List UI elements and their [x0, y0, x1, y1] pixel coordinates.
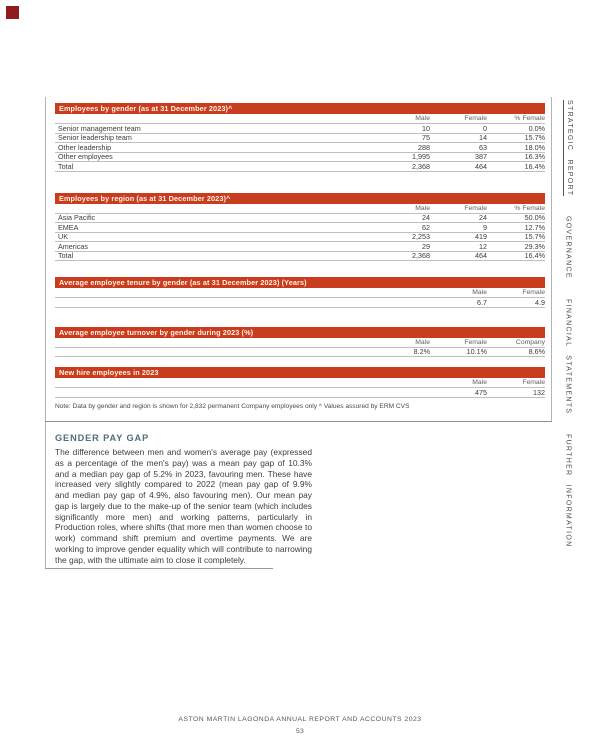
cell-value: 10.1%: [466, 347, 487, 357]
frame-line-right: [551, 97, 552, 422]
cell-value: 15.7%: [524, 232, 545, 242]
row-label: Total: [58, 251, 74, 261]
table-row: [55, 298, 545, 308]
cell-value: 29: [422, 241, 430, 251]
cell-value: 8.6%: [528, 347, 545, 357]
row-label: EMEA: [58, 222, 79, 232]
column-header: Female: [464, 204, 487, 212]
table-title-bar: Employees by region (as at 31 December 2023)^: [55, 193, 545, 204]
column-header: Female: [464, 115, 487, 122]
cell-value: 387: [475, 152, 487, 162]
gender-pay-gap-section: [55, 433, 312, 565]
cell-value: 4.9: [535, 297, 545, 307]
column-header: Female: [464, 338, 487, 346]
column-header: Male: [472, 289, 487, 296]
column-header: Female: [522, 289, 545, 296]
data-table: [55, 103, 545, 172]
table-row: [55, 214, 545, 224]
cell-value: 6.7: [477, 297, 487, 307]
table-column-header-row: [55, 338, 545, 348]
column-header: Male: [472, 379, 487, 386]
table-column-header-row: [55, 288, 545, 298]
table-row: [55, 124, 545, 134]
cell-value: 24: [479, 213, 487, 223]
column-header: % Female: [514, 204, 545, 212]
cell-value: 419: [475, 232, 487, 242]
table-row: [55, 162, 545, 172]
table-column-header-row: [55, 114, 545, 124]
cell-value: 0.0%: [528, 123, 545, 133]
cell-value: 29.3%: [524, 241, 545, 251]
corner-color-patch: [6, 6, 19, 19]
cell-value: 16.4%: [524, 161, 545, 171]
cell-value: 16.3%: [524, 152, 545, 162]
column-header: Company: [515, 338, 545, 346]
side-tab-governance[interactable]: GOVERNANCE: [564, 216, 572, 280]
table-title-bar: Employees by gender (as at 31 December 2023)^: [55, 103, 545, 114]
cell-value: 62: [422, 222, 430, 232]
cell-value: 464: [475, 161, 487, 171]
row-label: Other employees: [58, 152, 113, 162]
cell-value: 9: [483, 222, 487, 232]
cell-value: 2,368: [412, 161, 430, 171]
cell-value: 2,368: [412, 251, 430, 261]
cell-value: 464: [475, 251, 487, 261]
table-column-header-row: [55, 378, 545, 388]
cell-value: 14: [479, 133, 487, 143]
data-table: [55, 367, 545, 398]
footer-page-number: 53: [296, 728, 304, 735]
side-tab-strategic-report[interactable]: STRATEGIC REPORT: [563, 100, 573, 196]
cell-value: 16.4%: [524, 251, 545, 261]
cell-value: 75: [422, 133, 430, 143]
section-bottom-rule: [45, 568, 273, 569]
side-tab-financial-statements[interactable]: FINANCIAL STATEMENTS: [564, 299, 572, 415]
section-heading: GENDER PAY GAP: [55, 433, 150, 443]
table-column-header-row: [55, 204, 545, 214]
column-header: % Female: [514, 115, 545, 122]
frame-line-left: [45, 97, 46, 569]
cell-value: 12.7%: [524, 222, 545, 232]
cell-value: 8.2%: [413, 347, 430, 357]
tables-container: [55, 103, 545, 398]
row-label: Senior leadership team: [58, 133, 132, 143]
table-row: [55, 252, 545, 262]
cell-value: 475: [475, 387, 487, 397]
row-label: UK: [58, 232, 68, 242]
table-title-bar: Average employee tenure by gender (as at 31 December 2023) (Years): [55, 277, 545, 288]
cell-value: 18.0%: [524, 142, 545, 152]
data-table: [55, 277, 545, 308]
table-row: [55, 242, 545, 252]
row-label: Senior management team: [58, 123, 141, 133]
cell-value: 12: [479, 241, 487, 251]
cell-value: 50.0%: [524, 213, 545, 223]
cell-value: 288: [418, 142, 430, 152]
table-row: [55, 134, 545, 144]
footer-report-title: ASTON MARTIN LAGONDA ANNUAL REPORT AND ACCOUNTS 2023: [178, 716, 422, 723]
cell-value: 24: [422, 213, 430, 223]
column-header: Male: [415, 115, 430, 122]
cell-value: 2,253: [412, 232, 430, 242]
table-row: [55, 388, 545, 398]
column-header: Male: [415, 204, 430, 212]
section-body-text: The difference between men and women's average pay (expressed as a percentage of the men's pay) was a mean pay gap of 10.3% and a median pay gap of 5.2% in 2023, favouring men. These have increased very slightly compared to 2022 (mean pay gap of 9.9% and median pay gap of 4.9%, also favouring men). Our mean pay gap is largely due to the make-up of the senior team (which includes significantly more men) and working patterns, particularly in Production roles, where shifts (that more men than women choose to work) command shift premium and overtime payments. We are working to improve gender equality which will contribute to narrowing the gap, with the ultimate aim to close it completely.: [55, 447, 312, 565]
row-label: Total: [58, 161, 74, 171]
table-row: [55, 153, 545, 163]
data-table: [55, 193, 545, 262]
table-title-bar: Average employee turnover by gender during 2023 (%): [55, 327, 545, 338]
cell-value: 10: [422, 123, 430, 133]
side-tab-further-information[interactable]: FURTHER INFORMATION: [564, 434, 572, 548]
page-footer: [55, 716, 545, 735]
table-footnote: Note: Data by gender and region is shown for 2,832 permanent Company employees only ^ Values assured by ERM CVS: [55, 403, 410, 410]
row-label: Other leadership: [58, 142, 112, 152]
table-row: [55, 348, 545, 358]
table-title-bar: New hire employees in 2023: [55, 367, 545, 378]
row-label: Americas: [58, 241, 88, 251]
side-nav: [563, 100, 573, 548]
cell-value: 1,995: [412, 152, 430, 162]
column-header: Female: [522, 379, 545, 386]
data-table: [55, 327, 545, 358]
cell-value: 132: [533, 387, 545, 397]
note-bottom-rule: [45, 421, 552, 422]
table-row: [55, 233, 545, 243]
table-row: [55, 143, 545, 153]
table-row: [55, 223, 545, 233]
column-header: Male: [415, 338, 430, 346]
cell-value: 15.7%: [524, 133, 545, 143]
cell-value: 0: [483, 123, 487, 133]
cell-value: 63: [479, 142, 487, 152]
row-label: Asia Pacific: [58, 213, 96, 223]
